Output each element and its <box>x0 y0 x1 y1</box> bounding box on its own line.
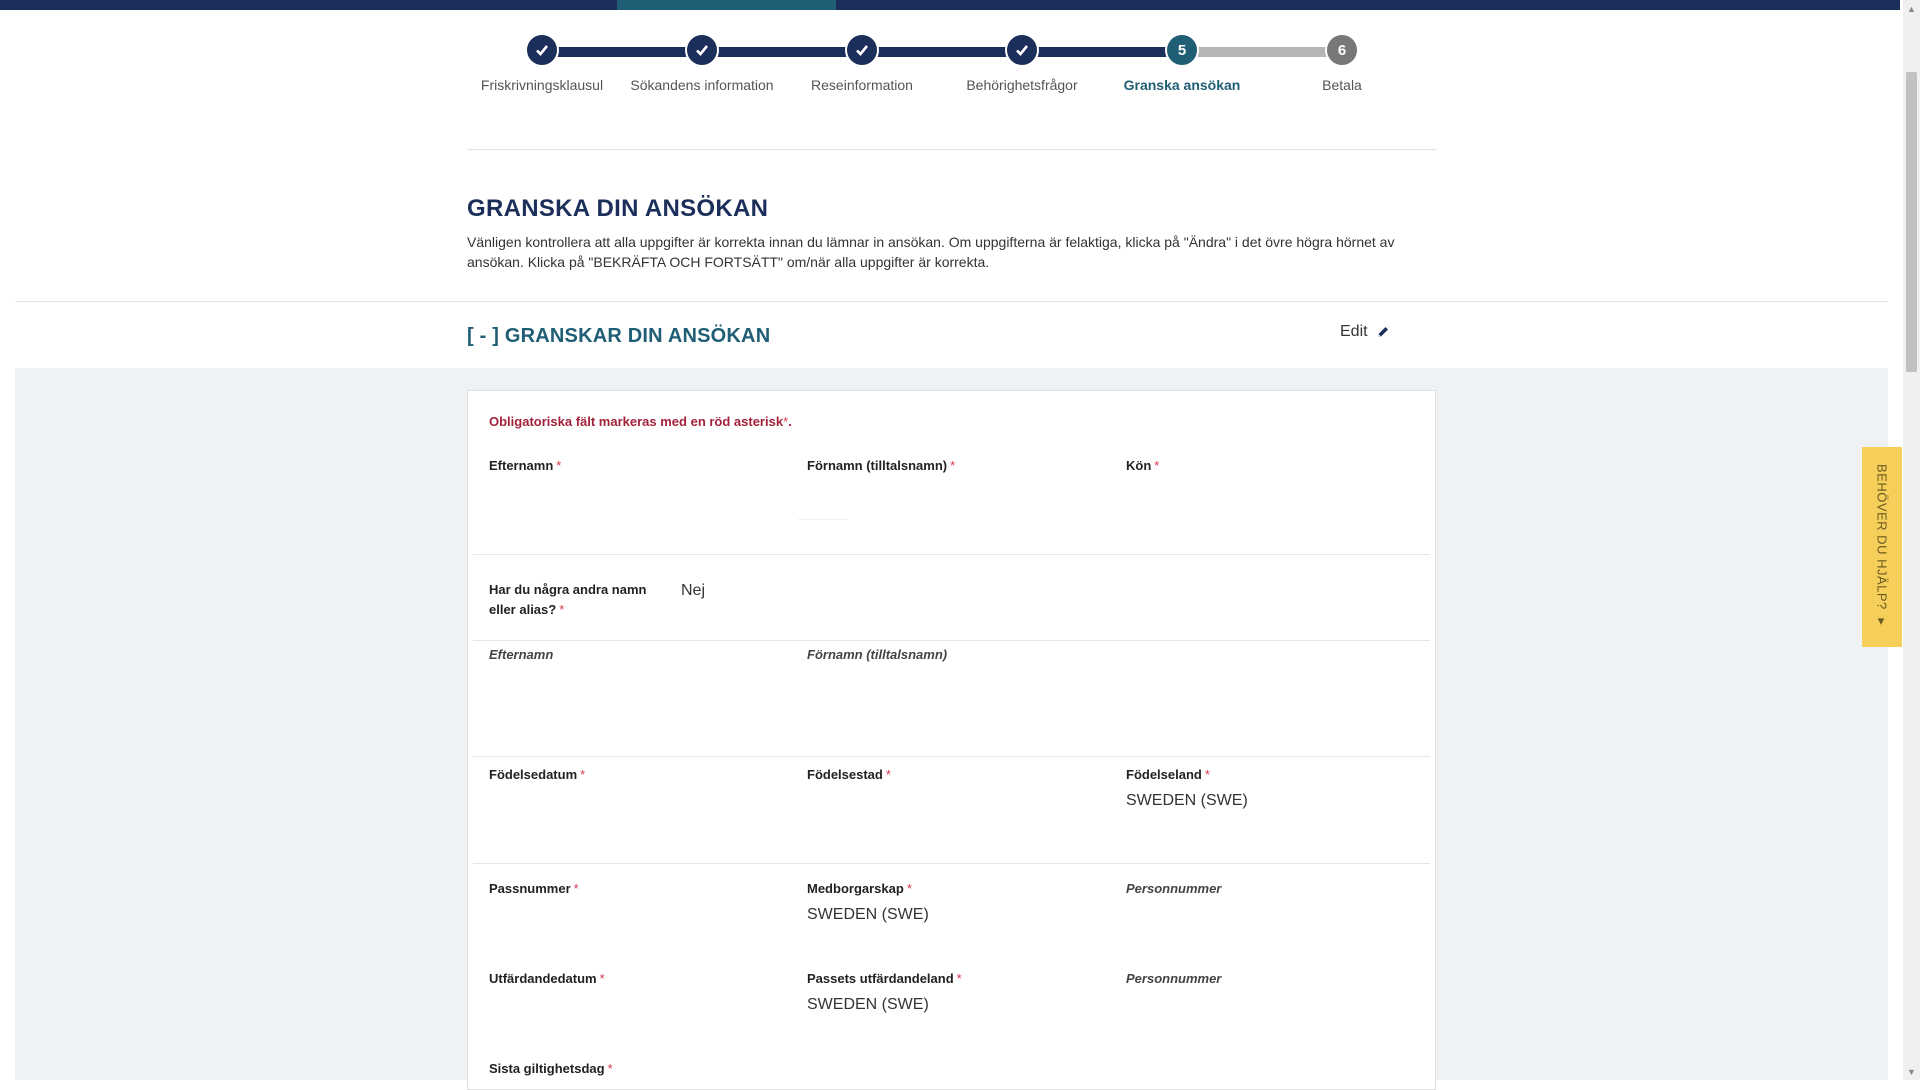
value-issuing-country: SWEDEN (SWE) <box>807 996 929 1013</box>
scroll-down-arrow-icon[interactable]: ▼ <box>1907 1066 1916 1077</box>
edit-button[interactable] <box>1340 323 1390 341</box>
step-label: Sökandens information <box>630 77 774 93</box>
divider <box>467 149 1437 150</box>
check-icon <box>1005 33 1039 67</box>
edit-label: Edit <box>1340 323 1368 340</box>
step-label-current: Granska ansökan <box>1123 77 1241 93</box>
page-description: Vänligen kontrollera att alla uppgifter är korrekta innan du lämnar in ansökan. Om uppgifterna är felaktiga, klicka på "Ändra" i det övre högra hörnet av ansökan. Klicka på "BEKRÄFTA OCH FORTSÄTT" om/när alla uppgifter är korrekta. <box>467 234 1395 270</box>
label-alias-surname: Efternamn <box>489 647 554 662</box>
scroll-up-arrow-icon[interactable]: ▲ <box>1907 3 1916 14</box>
pencil-icon <box>1376 325 1390 339</box>
label-personal-number: Personnummer <box>1126 881 1222 896</box>
label-expiry-date: Sista giltighetsdag * <box>489 1061 613 1076</box>
check-icon <box>525 33 559 67</box>
label-date-of-birth: Födelsedatum * <box>489 767 586 782</box>
faint-line <box>798 519 848 520</box>
value-other-names: Nej <box>681 582 706 599</box>
label-personal-number-2: Personnummer <box>1126 971 1222 986</box>
row-separator <box>473 756 1430 757</box>
help-tab-label: BEHÖVER DU HJÄLP? ▾ <box>1874 464 1890 630</box>
step-friskrivningsklausul[interactable] <box>462 33 622 93</box>
step-label: Behörighetsfrågor <box>966 77 1078 93</box>
label-surname: Efternamn * <box>489 458 562 473</box>
row-separator <box>473 554 1430 555</box>
label-issuing-country: Passets utfärdandeland * <box>807 971 962 986</box>
step-behorighetsfragor[interactable] <box>942 33 1102 93</box>
step-granska-ansokan[interactable] <box>1102 33 1262 93</box>
label-passport-number: Passnummer * <box>489 881 579 896</box>
step-label: Reseinformation <box>811 77 913 93</box>
check-icon <box>845 33 879 67</box>
row-separator <box>473 863 1430 864</box>
page-title: GRANSKA DIN ANSÖKAN <box>467 195 769 222</box>
review-card <box>467 390 1436 1090</box>
step-number: 6 <box>1325 33 1359 67</box>
label-birth-country: Födelseland * <box>1126 767 1210 782</box>
step-sokandens-information[interactable] <box>622 33 782 93</box>
label-given-name: Förnamn (tilltalsnamn) * <box>807 458 956 473</box>
help-tab[interactable] <box>1862 447 1902 647</box>
label-issue-date: Utfärdandedatum * <box>489 971 605 986</box>
value-birth-country: SWEDEN (SWE) <box>1126 792 1248 809</box>
label-other-names: Har du några andra namn eller alias? * <box>489 582 647 617</box>
section-toggle[interactable]: [ - ] GRANSKAR DIN ANSÖKAN <box>467 325 771 347</box>
value-citizenship: SWEDEN (SWE) <box>807 906 929 923</box>
step-label: Friskrivningsklausul <box>480 77 604 93</box>
check-icon <box>685 33 719 67</box>
label-alias-given-name: Förnamn (tilltalsnamn) <box>807 647 948 662</box>
step-betala <box>1262 33 1422 93</box>
step-label: Betala <box>1322 77 1362 93</box>
step-number-current: 5 <box>1165 33 1199 67</box>
required-note: Obligatoriska fält markeras med en röd asterisk*. <box>489 414 792 429</box>
step-reseinformation[interactable] <box>782 33 942 93</box>
progress-stepper <box>460 0 1440 110</box>
divider <box>15 301 1888 302</box>
row-separator <box>473 640 1430 641</box>
label-citizenship: Medborgarskap * <box>807 881 912 896</box>
scrollbar-thumb[interactable] <box>1906 72 1917 372</box>
label-birth-city: Födelsestad * <box>807 767 891 782</box>
label-sex: Kön * <box>1126 458 1160 473</box>
